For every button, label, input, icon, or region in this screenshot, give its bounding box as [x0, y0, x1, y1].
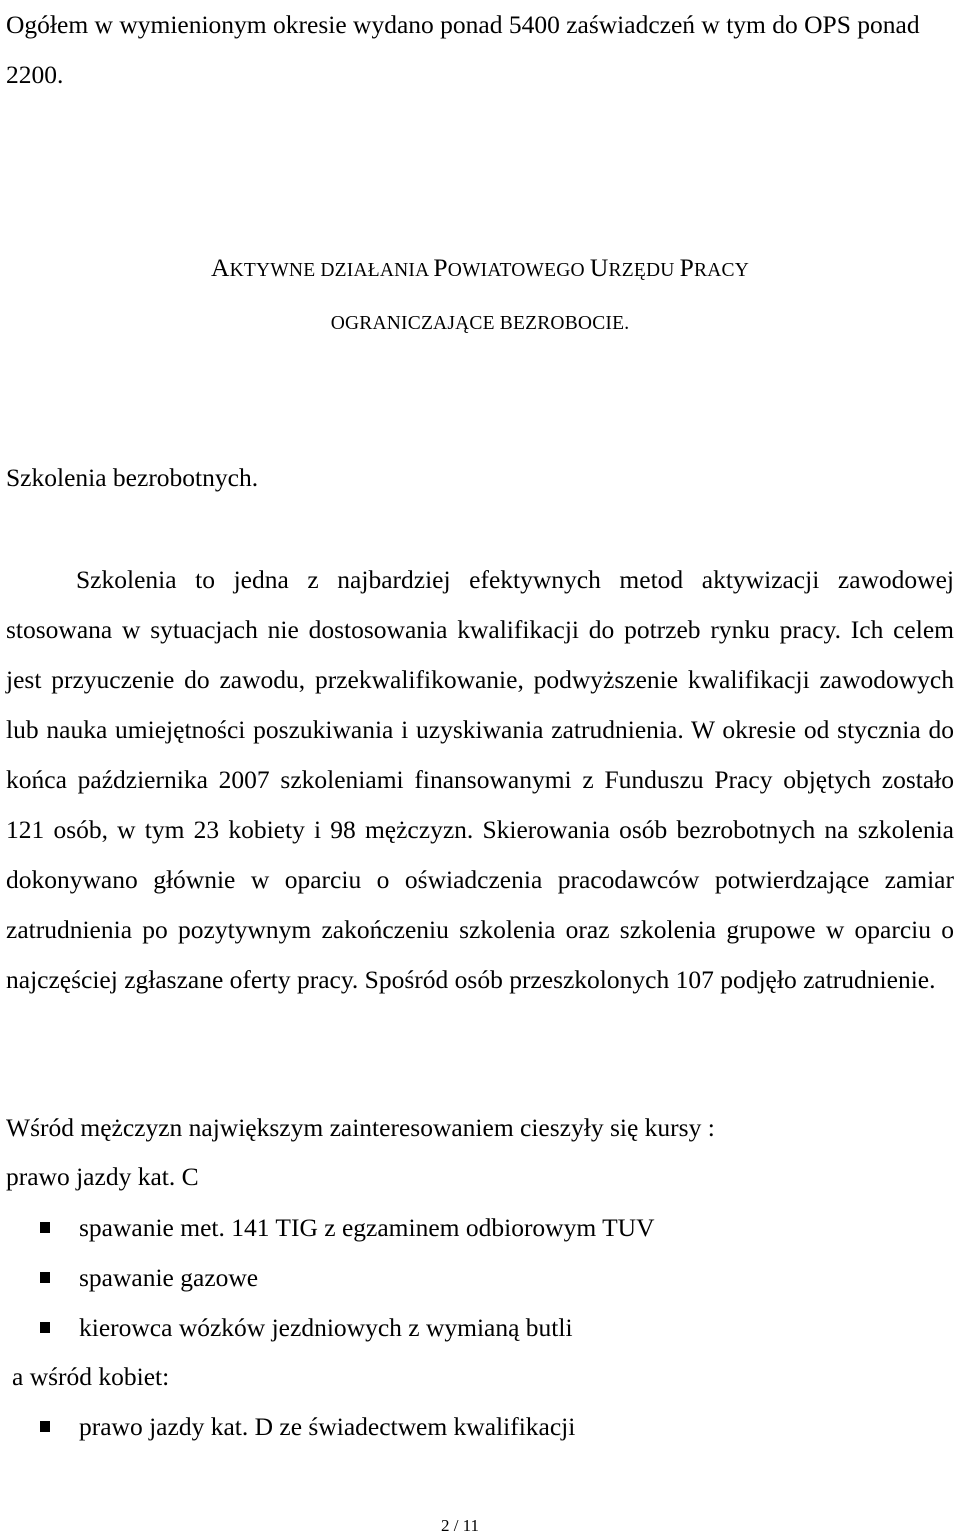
women-courses-intro: a wśród kobiet: — [12, 1362, 170, 1391]
list-item-text: spawanie met. 141 TIG z egzaminem odbiorowym TUV — [79, 1213, 655, 1242]
body-paragraph — [6, 555, 954, 1005]
list-item-text: prawo jazdy kat. D ze świadectwem kwalifikacji — [79, 1412, 576, 1441]
page-number: 2 / 11 — [440, 1516, 480, 1535]
heading-cap: A — [211, 253, 230, 282]
intro-paragraph: Ogółem w wymienionym okresie wydano ponad 5400 zaświadczeń w tym do OPS ponad 2200. — [6, 10, 920, 89]
men-courses-intro: Wśród mężczyzn największym zainteresowaniem cieszyły się kursy : — [6, 1113, 715, 1142]
section-heading-line1 — [0, 248, 960, 291]
bullet-square-icon — [40, 1222, 50, 1233]
heading-smallcaps: RZĘDU — [608, 260, 680, 281]
heading-smallcaps: OGRANICZAJĄCE BEZROBOCIE. — [330, 313, 630, 334]
body-text: Szkolenia to jedna z najbardziej efektywnych metod aktywizacji zawodowej stosowana w sytuacjach nie dostosowania kwalifikacji do potrzeb rynku pracy. Ich celem jest przyuczenie do zawodu, przekwalifikowanie, podwyższenie kwalifikacji zawodowych lub nauka umiejętności poszukiwania i uzyskiwania zatrudnienia. W okresie od stycznia do końca października 2007 szkoleniami finansowanymi z Funduszu Pracy objętych zostało 121 osób, w tym 23 kobiety i 98 mężczyzn. Skierowania osób bezrobotnych na szkolenia dokonywano głównie w oparciu o oświadczenia pracodawców potwierdzające zamiar zatrudnienia po pozytywnym zakończeniu szkolenia oraz szkolenia grupowe w oparciu o najczęściej zgłaszane oferty pracy. Spośród osób przeszkolonych 107 podjęło zatrudnienie. — [6, 565, 954, 994]
section-title: Szkolenia bezrobotnych. — [6, 463, 259, 492]
list-item-text: kierowca wózków jezdniowych z wymianą butli — [79, 1313, 573, 1342]
bullet-square-icon — [40, 1421, 50, 1432]
heading-cap: U — [589, 253, 609, 282]
section-heading-line2 — [0, 301, 960, 344]
men-course-first: prawo jazdy kat. C — [6, 1162, 199, 1191]
heading-smallcaps: OWIATOWEGO — [447, 260, 590, 281]
heading-cap: P — [679, 253, 694, 282]
bullet-square-icon — [40, 1322, 50, 1333]
heading-smallcaps: KTYWNE DZIAŁANIA — [229, 260, 434, 281]
list-item-text: spawanie gazowe — [79, 1263, 259, 1292]
bullet-square-icon — [40, 1272, 50, 1283]
heading-smallcaps: RACY — [694, 260, 749, 281]
heading-cap: P — [433, 253, 448, 282]
